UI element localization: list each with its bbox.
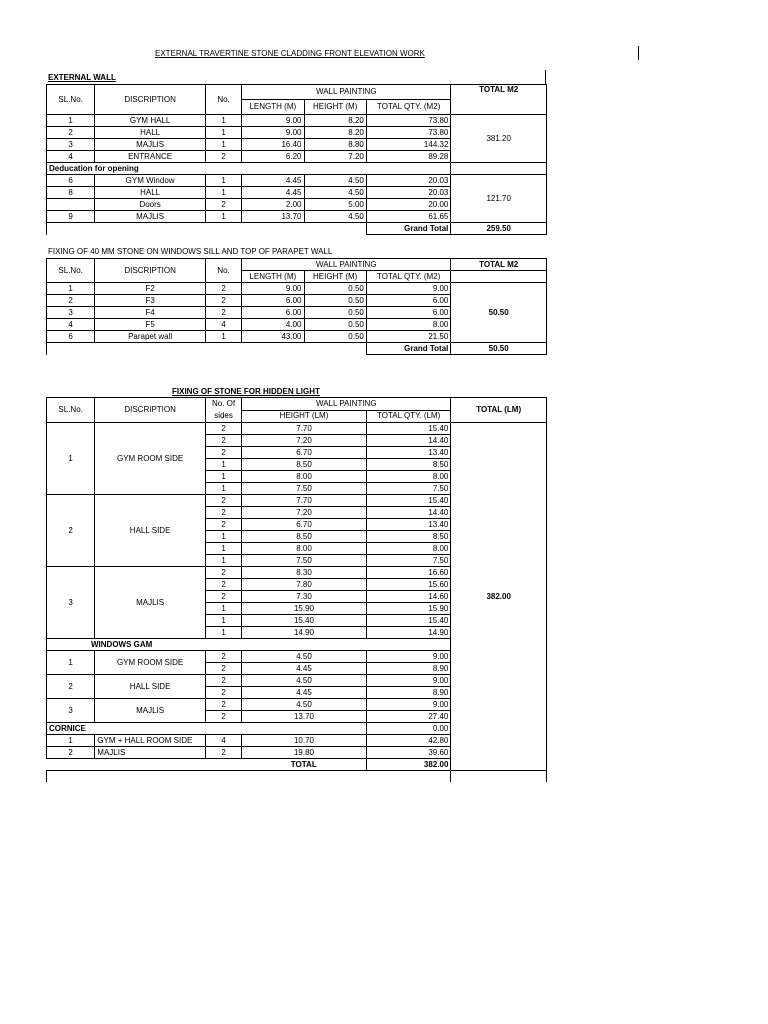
table-row: [47, 115, 547, 127]
cell-qty-lm: 8.00: [366, 543, 451, 555]
total-label: TOTAL: [242, 759, 367, 771]
cell-height: 4.50: [304, 187, 366, 199]
cell-height-lm: 15.40: [242, 615, 367, 627]
cell-qty: 6.00: [366, 307, 451, 319]
cell-qty-lm: 15.60: [366, 579, 451, 591]
cell-description: Doors: [95, 199, 206, 211]
cell-description: HALL SIDE: [95, 495, 206, 567]
cell-qty: 20.03: [366, 187, 451, 199]
cell-height-lm: 4.50: [242, 699, 367, 711]
cell-no-of-sides: 1: [205, 459, 241, 471]
cell-slno: 3: [47, 699, 95, 723]
cell-qty-lm: 13.40: [366, 447, 451, 459]
cell-no: 2: [205, 307, 241, 319]
cell-no-of-sides: 2: [205, 447, 241, 459]
deduction-heading: Deducation for opening: [47, 163, 451, 175]
cell-no: 2: [205, 295, 241, 307]
cell-qty-lm: 9.00: [366, 699, 451, 711]
cell-description: GYM ROOM SIDE: [95, 651, 206, 675]
cell-no-of-sides: 2: [205, 519, 241, 531]
cell-height-lm: 15.90: [242, 603, 367, 615]
cell-qty-lm: 0.00: [366, 723, 451, 735]
cell-height-lm: 7.70: [242, 495, 367, 507]
page-title: EXTERNAL TRAVERTINE STONE CLADDING FRONT ELEVATION WORK: [155, 49, 425, 58]
header-qty-lm: TOTAL QTY. (LM): [366, 410, 451, 423]
cell-no-of-sides: 2: [205, 663, 241, 675]
header-wall-painting: WALL PAINTING: [242, 259, 451, 271]
header-description: DISCRIPTION: [95, 85, 206, 115]
cell-qty: 73.80: [366, 127, 451, 139]
table-row: [47, 423, 547, 435]
cell-qty-lm: 8.90: [366, 663, 451, 675]
cell-height: 5.00: [304, 199, 366, 211]
cell-description: F5: [95, 319, 206, 331]
cell-qty-lm: 8.50: [366, 459, 451, 471]
cell-length: 4.45: [242, 175, 304, 187]
cell-length: 9.00: [242, 115, 304, 127]
hidden-light-table: [46, 397, 547, 782]
header-wall-painting: WALL PAINTING: [242, 398, 451, 411]
cell-description: HALL SIDE: [95, 675, 206, 699]
cell-height-lm: 4.45: [242, 687, 367, 699]
cell-length: 6.00: [242, 295, 304, 307]
cell-no: 4: [205, 319, 241, 331]
grand-total-value: 50.50: [451, 343, 547, 355]
cell-height: 8.20: [304, 127, 366, 139]
header-length: LENGTH (M): [242, 100, 304, 115]
cell-qty-lm: 14.40: [366, 435, 451, 447]
cell-height: 4.50: [304, 211, 366, 223]
header-description: DISCRIPTION: [95, 398, 206, 423]
cell-slno: 2: [47, 495, 95, 567]
windows-heading: WINDOWS GAM: [47, 639, 451, 651]
cell-description: Parapet wall: [95, 331, 206, 343]
header-qty: TOTAL QTY. (M2): [366, 100, 451, 115]
cell-slno: 1: [47, 423, 95, 495]
cell-no-of-sides: 2: [205, 435, 241, 447]
external-wall-table: [46, 84, 547, 235]
cell-no-of-sides: 2: [205, 699, 241, 711]
header-total-m2: TOTAL M2: [451, 85, 547, 115]
header-slno: SL.No.: [47, 398, 95, 423]
cell-no-of-sides: 2: [205, 495, 241, 507]
cell-description: GYM Window: [95, 175, 206, 187]
cell-no: 1: [205, 187, 241, 199]
spacer-cell: [47, 759, 242, 771]
cell-no-of-sides: 2: [205, 747, 241, 759]
header-no: No.: [205, 259, 241, 283]
cell-height-lm: 8.00: [242, 543, 367, 555]
cell-height: 0.50: [304, 319, 366, 331]
cell-slno: 3: [47, 307, 95, 319]
cell-slno: 9: [47, 211, 95, 223]
cell-slno: 3: [47, 139, 95, 151]
cell-total-m2: 50.50: [451, 283, 547, 343]
cell-slno: 2: [47, 675, 95, 699]
cell-no-of-sides: 2: [205, 579, 241, 591]
section1-heading: EXTERNAL WALL: [48, 73, 116, 82]
cell-description: HALL: [95, 127, 206, 139]
cell-length: 4.00: [242, 319, 304, 331]
cell-height: 0.50: [304, 331, 366, 343]
cell-qty-lm: 16.60: [366, 567, 451, 579]
cell-slno: 3: [47, 567, 95, 639]
cell-height: 4.50: [304, 175, 366, 187]
cell-qty-lm: 7.50: [366, 555, 451, 567]
header-wall-painting: WALL PAINTING: [242, 85, 451, 100]
cell-slno: 6: [47, 331, 95, 343]
cell-no-of-sides: 2: [205, 567, 241, 579]
cell-length: 43.00: [242, 331, 304, 343]
cell-height-lm: 7.50: [242, 555, 367, 567]
cell-no-of-sides: 1: [205, 615, 241, 627]
cell-no: 2: [205, 151, 241, 163]
cell-qty-lm: 8.50: [366, 531, 451, 543]
cell-slno: 2: [47, 127, 95, 139]
cell-total-m2: 381.20: [451, 115, 547, 163]
section2-heading: FIXING OF 40 MM STONE ON WINDOWS SILL AND TOP OF PARAPET WALL: [48, 247, 333, 256]
cell-no-of-sides: 2: [205, 591, 241, 603]
cell-qty: 9.00: [366, 283, 451, 295]
page-edge-line: [545, 70, 546, 84]
cell-qty: 20.03: [366, 175, 451, 187]
cell-description: GYM ROOM SIDE: [95, 423, 206, 495]
cell-no: 2: [205, 199, 241, 211]
grand-total-value: 259.50: [451, 223, 547, 235]
cell-no-of-sides: 4: [205, 735, 241, 747]
total-sum: 382.00: [366, 759, 451, 771]
cell-no: 1: [205, 139, 241, 151]
cell-height: 0.50: [304, 307, 366, 319]
header-height-lm: HEIGHT (LM): [242, 410, 367, 423]
cell-qty: 6.00: [366, 295, 451, 307]
cell-slno: 4: [47, 319, 95, 331]
cell-qty-lm: 42.80: [366, 735, 451, 747]
header-description: DISCRIPTION: [95, 259, 206, 283]
cell-no: 1: [205, 211, 241, 223]
cell-slno: 2: [47, 295, 95, 307]
cell-description: F4: [95, 307, 206, 319]
cell-qty-lm: 9.00: [366, 675, 451, 687]
cell-slno: 1: [47, 283, 95, 295]
cell-qty: 20.00: [366, 199, 451, 211]
cell-qty-lm: 15.90: [366, 603, 451, 615]
cell-height-lm: 8.50: [242, 459, 367, 471]
cornice-heading: CORNICE: [47, 723, 367, 735]
cell-height-lm: 8.50: [242, 531, 367, 543]
cell-length: 9.00: [242, 283, 304, 295]
cell-no-of-sides: 2: [205, 651, 241, 663]
cell-qty: 73.80: [366, 115, 451, 127]
cell-slno: 4: [47, 151, 95, 163]
grand-total-label: Grand Total: [366, 223, 451, 235]
cell-description: F3: [95, 295, 206, 307]
cell-height-lm: 4.50: [242, 651, 367, 663]
cell-qty-lm: 14.40: [366, 507, 451, 519]
header-total-lm: TOTAL (LM): [451, 398, 547, 423]
cell-length: 13.70: [242, 211, 304, 223]
cell-description: MAJLIS: [95, 699, 206, 723]
cell-height-lm: 13.70: [242, 711, 367, 723]
cell-qty-lm: 8.00: [366, 471, 451, 483]
cell-description: HALL: [95, 187, 206, 199]
cell-length: 2.00: [242, 199, 304, 211]
header-slno: SL.No.: [47, 85, 95, 115]
table-row: [47, 175, 547, 187]
cell-description: GYM HALL: [95, 115, 206, 127]
cell-qty-lm: 15.40: [366, 495, 451, 507]
cell-height-lm: 19.80: [242, 747, 367, 759]
cell-qty-lm: 7.50: [366, 483, 451, 495]
cell-height: 8.80: [304, 139, 366, 151]
cell-slno: 1: [47, 735, 95, 747]
cell-description: F2: [95, 283, 206, 295]
cell-description: MAJLIS: [95, 567, 206, 639]
cell-description: GYM + HALL ROOM SIDE: [95, 735, 206, 747]
cell-height: 8.20: [304, 115, 366, 127]
cell-no-of-sides: 2: [205, 711, 241, 723]
header-total-m2: TOTAL M2: [451, 259, 547, 271]
cell-qty-lm: 27.40: [366, 711, 451, 723]
cell-qty: 89.28: [366, 151, 451, 163]
grand-total-label: Grand Total: [366, 343, 451, 355]
header-no-of-sides: No. Of sides: [205, 398, 241, 423]
cell-total-lm: 382.00: [451, 423, 547, 771]
cell-no-of-sides: 1: [205, 483, 241, 495]
cell-height-lm: 7.80: [242, 579, 367, 591]
cell-description: MAJLIS: [95, 139, 206, 151]
cell-height: 7.20: [304, 151, 366, 163]
cell-height: 0.50: [304, 295, 366, 307]
header-length: LENGTH (M): [242, 271, 304, 283]
header-height: HEIGHT (M): [304, 100, 366, 115]
header-height: HEIGHT (M): [304, 271, 366, 283]
section3-heading: FIXING OF STONE FOR HIDDEN LIGHT: [172, 387, 320, 396]
cell-description: MAJLIS: [95, 211, 206, 223]
cell-total-m2: 121.70: [451, 175, 547, 223]
header-slno: SL.No.: [47, 259, 95, 283]
cell-slno: 1: [47, 651, 95, 675]
cell-height-lm: 14.90: [242, 627, 367, 639]
cell-slno: 1: [47, 115, 95, 127]
cell-slno: 6: [47, 175, 95, 187]
header-qty: TOTAL QTY. (M2): [366, 271, 451, 283]
table-row: [47, 283, 547, 295]
cell-length: 16.40: [242, 139, 304, 151]
cell-qty-lm: 13.40: [366, 519, 451, 531]
cell-description: ENTRANCE: [95, 151, 206, 163]
cell-no-of-sides: 1: [205, 471, 241, 483]
cell-qty-lm: 8.90: [366, 687, 451, 699]
cell-height-lm: 10.70: [242, 735, 367, 747]
cell-qty: 8.00: [366, 319, 451, 331]
header-no: No.: [205, 85, 241, 115]
cell-no-of-sides: 1: [205, 531, 241, 543]
cell-qty-lm: 9.00: [366, 651, 451, 663]
text-cursor: [638, 46, 639, 60]
cell-height-lm: 7.50: [242, 483, 367, 495]
cell-no: 1: [205, 127, 241, 139]
cell-description: MAJLIS: [95, 747, 206, 759]
cell-qty-lm: 39.60: [366, 747, 451, 759]
cell-height: 0.50: [304, 283, 366, 295]
cell-no: 1: [205, 175, 241, 187]
cell-qty-lm: 15.40: [366, 423, 451, 435]
cell-slno: [47, 199, 95, 211]
cell-no: 1: [205, 331, 241, 343]
cell-qty-lm: 14.90: [366, 627, 451, 639]
cell-qty: 144.32: [366, 139, 451, 151]
cell-length: 6.20: [242, 151, 304, 163]
cell-no-of-sides: 2: [205, 423, 241, 435]
sill-parapet-table: [46, 258, 547, 355]
cell-qty-lm: 14.60: [366, 591, 451, 603]
cell-no-of-sides: 2: [205, 687, 241, 699]
cell-height-lm: 4.45: [242, 663, 367, 675]
cell-no-of-sides: 1: [205, 627, 241, 639]
cell-no: 2: [205, 283, 241, 295]
cell-no: 1: [205, 115, 241, 127]
cell-height-lm: 8.30: [242, 567, 367, 579]
cell-qty: 21.50: [366, 331, 451, 343]
cell-no-of-sides: 2: [205, 675, 241, 687]
cell-length: 9.00: [242, 127, 304, 139]
cell-slno: 2: [47, 747, 95, 759]
cell-length: 4.45: [242, 187, 304, 199]
cell-height-lm: 7.30: [242, 591, 367, 603]
cell-height-lm: 6.70: [242, 519, 367, 531]
cell-height-lm: 7.20: [242, 435, 367, 447]
cell-qty-lm: 15.40: [366, 615, 451, 627]
cell-height-lm: 4.50: [242, 675, 367, 687]
cell-slno: 8: [47, 187, 95, 199]
cell-height-lm: 7.20: [242, 507, 367, 519]
cell-no-of-sides: 1: [205, 555, 241, 567]
cell-qty: 61.65: [366, 211, 451, 223]
cell-height-lm: 8.00: [242, 471, 367, 483]
cell-no-of-sides: 2: [205, 507, 241, 519]
cell-length: 6.00: [242, 307, 304, 319]
cell-height-lm: 6.70: [242, 447, 367, 459]
cell-no-of-sides: 1: [205, 543, 241, 555]
cell-no-of-sides: 1: [205, 603, 241, 615]
cell-height-lm: 7.70: [242, 423, 367, 435]
